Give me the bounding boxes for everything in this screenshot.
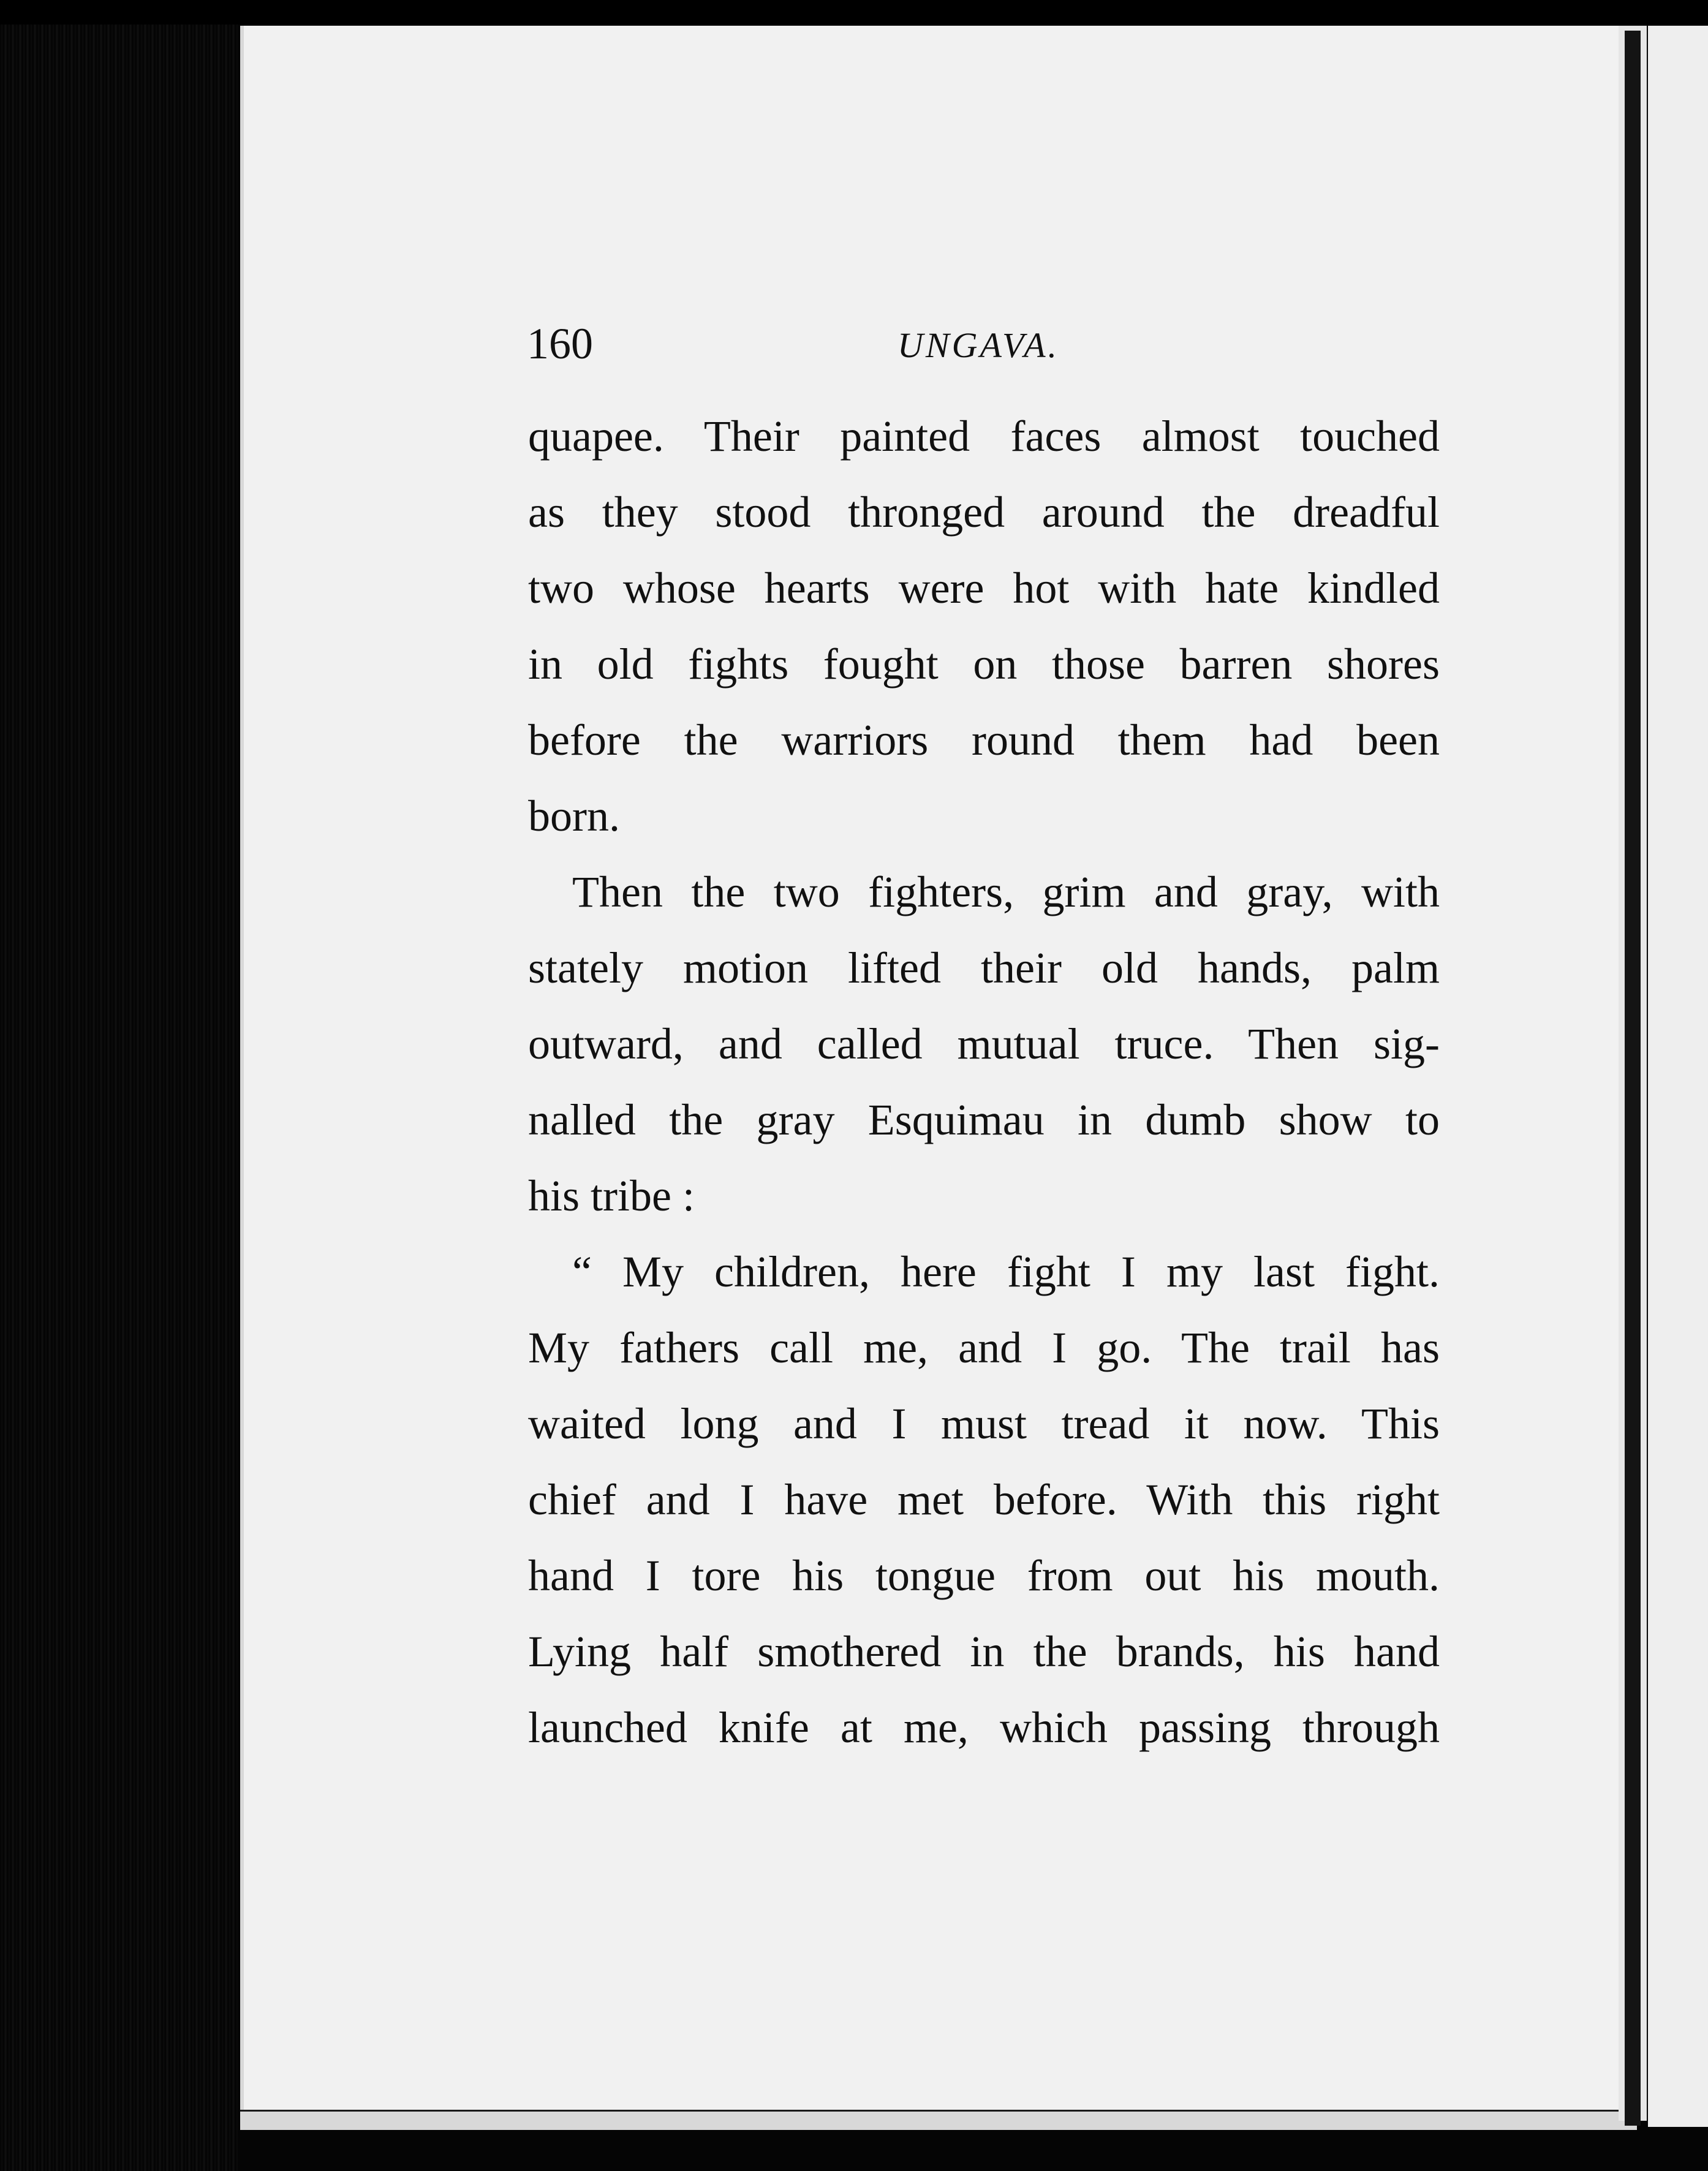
paragraph-1: [528, 398, 1440, 854]
body-text: [528, 398, 1440, 1765]
text-line: “ My children, here fight I my last fight.: [572, 1247, 1440, 1296]
facing-page-edge: [1648, 26, 1708, 2127]
text-line: Then the two fighters, grim and gray, with: [572, 867, 1440, 916]
text-line: as they stood thronged around the dreadful: [528, 488, 1440, 537]
text-line: hand I tore his tongue from out his mouth.: [528, 1551, 1440, 1600]
text-line: launched knife at me, which passing through: [528, 1703, 1440, 1752]
text-line: chief and I have met before. With this right: [528, 1475, 1440, 1524]
running-title: UNGAVA.: [897, 325, 1060, 365]
paragraph-2: [528, 854, 1440, 1234]
running-head: [527, 319, 1446, 380]
text-line: in old fights fought on those barren shores: [528, 640, 1440, 689]
scan-top-border: [0, 0, 1708, 25]
page-number: 160: [527, 319, 593, 368]
text-line: quapee. Their painted faces almost touched: [528, 412, 1440, 461]
text-line: nalled the gray Esquimau in dumb show to: [528, 1095, 1440, 1144]
text-line: stately motion lifted their old hands, palm: [528, 943, 1440, 992]
page-bottom-edge: [240, 2110, 1637, 2130]
text-line: My fathers call me, and I go. The trail has: [528, 1323, 1440, 1372]
text-line: before the warriors round them had been: [528, 715, 1440, 765]
book-spine: [1625, 31, 1641, 2126]
text-line: two whose hearts were hot with hate kindled: [528, 564, 1440, 613]
text-line: waited long and I must tread it now. This: [528, 1399, 1440, 1448]
paragraph-3: [528, 1234, 1440, 1765]
scan-left-border: [0, 0, 239, 2171]
text-line: outward, and called mutual truce. Then sig-: [528, 1019, 1440, 1068]
text-line: Lying half smothered in the brands, his hand: [528, 1627, 1440, 1676]
text-line: born.: [528, 791, 620, 840]
text-line: his tribe :: [528, 1171, 695, 1220]
